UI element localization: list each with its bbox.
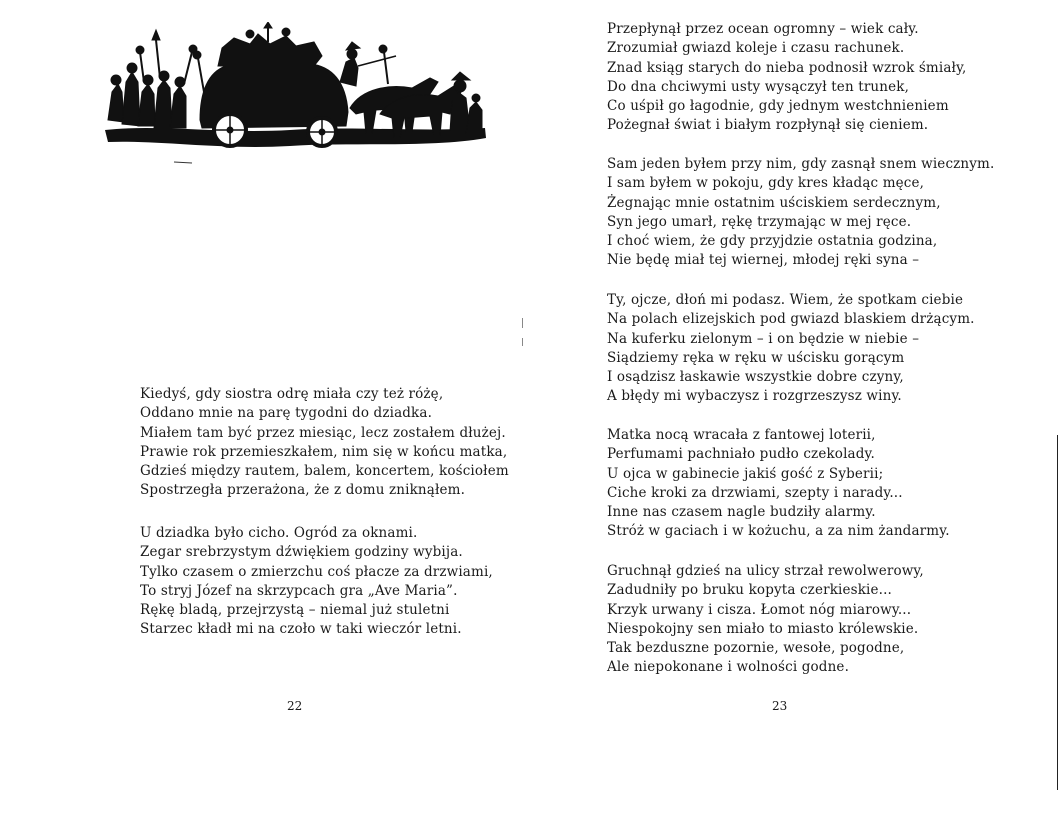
verse-line: Kiedyś, gdy siostra odrę miała czy też różę, [140, 386, 444, 402]
verse-line: Nie będę miał tej wiernej, młodej ręki syna – [607, 252, 920, 269]
verse-line: Syn jego umarł, rękę trzymając w mej ręce. [607, 213, 912, 230]
verse-line: Inne nas czasem nagle budziły alarmy. [607, 504, 876, 521]
verse-line: Gdzieś między rautem, balem, koncertem, kościołem [140, 463, 509, 480]
verse-line: Znad ksiąg starych do nieba podnosił wzrok śmiały, [607, 59, 967, 76]
verse-line: Gruchnął gdzieś na ulicy strzał rewolwerowy, [607, 563, 924, 579]
verse-line: Zegar srebrzystym dźwiękiem godziny wybija. [140, 544, 463, 561]
verse-line: Oddano mnie na parę tygodni do dziadka. [140, 405, 433, 422]
page-number: 22 [287, 699, 303, 713]
verse-line: Zadudniły po bruku kopyta czerkieskie... [607, 582, 892, 599]
engraving-illustration [100, 22, 490, 172]
verse-line: Spostrzegła przerażona, że z domu zniknąłem. [140, 482, 466, 499]
verse-line: Rękę bladą, przejrzystą – niemal już stuletni [140, 602, 450, 619]
verse-line: Ciche kroki za drzwiami, szepty i narady... [607, 484, 903, 501]
verse-line: Tak bezduszne pozornie, wesołe, pogodne, [607, 640, 905, 657]
verse-line: Starzec kładł mi na czoło w taki wieczór letni. [140, 621, 462, 638]
verse-line: A błędy mi wybaczysz i rozgrzeszysz winy. [607, 388, 902, 405]
stanza [140, 524, 493, 640]
verse-line: Niespokojny sen miało to miasto królewskie. [607, 620, 919, 637]
stanza [607, 20, 967, 136]
verse-line: Co uśpił go łagodnie, gdy jednym westchnieniem [607, 98, 949, 115]
page-edge [1057, 435, 1058, 790]
stanza [607, 426, 950, 542]
stanza [607, 291, 975, 407]
verse-line: I choć wiem, że gdy przyjdzie ostatnia godzina, [607, 233, 938, 250]
verse-line: Na kuferku zielonym – i on będzie w niebie – [607, 330, 920, 347]
stanza [607, 562, 924, 678]
verse-line: To stryj Józef na skrzypcach gra „Ave Maria”. [140, 582, 458, 599]
verse-line: Miałem tam być przez miesiąc, lecz zostałem dłużej. [140, 424, 506, 441]
verse-line: I sam byłem w pokoju, gdy kres kładąc męce, [607, 175, 925, 192]
verse-line: I osądzisz łaskawie wszystkie dobre czyny, [607, 369, 904, 386]
verse-line: Perfumami pachniało pudło czekolady. [607, 446, 875, 463]
verse-line: Pożegnał świat i białym rozpłynął się cieniem. [607, 117, 929, 134]
verse-line: Tylko czasem o zmierzchu coś płacze za drzwiami, [140, 563, 493, 580]
stanza [607, 155, 994, 271]
verse-line: U ojca w gabinecie jakiś gość z Syberii; [607, 465, 884, 482]
page-number: 23 [772, 699, 788, 713]
stanza [140, 385, 509, 501]
verse-line: Żegnając mnie ostatnim uściskiem serdecznym, [607, 194, 941, 211]
verse-line: Sam jeden byłem przy nim, gdy zasnął snem wiecznym. [607, 156, 995, 172]
verse-line: Matka nocą wracała z fantowej loterii, [607, 427, 876, 443]
verse-line: Na polach elizejskich pod gwiazd blaskiem drżącym. [607, 311, 975, 328]
verse-line: Do dna chciwymi usty wysączył ten trunek, [607, 78, 910, 95]
verse-line: Siądziemy ręka w ręku w uścisku gorącym [607, 349, 905, 366]
gutter-mark [522, 338, 523, 346]
verse-line: Ale niepokonane i wolności godne. [607, 659, 850, 676]
verse-line: Przepłynął przez ocean ogromny – wiek cały. [607, 21, 919, 37]
verse-line: Krzyk urwany i cisza. Łomot nóg miarowy... [607, 601, 912, 618]
verse-line: Prawie rok przemieszkałem, nim się w końcu matka, [140, 443, 508, 460]
verse-line: U dziadka było cicho. Ogród za oknami. [140, 525, 418, 541]
right-page [531, 0, 1062, 830]
verse-line: Zrozumiał gwiazd koleje i czasu rachunek. [607, 40, 905, 57]
verse-line: Stróż w gaciach i w kożuchu, a za nim żandarmy. [607, 523, 950, 540]
verse-line: Ty, ojcze, dłoń mi podasz. Wiem, że spotkam ciebie [607, 292, 964, 308]
gutter-mark [522, 318, 523, 328]
